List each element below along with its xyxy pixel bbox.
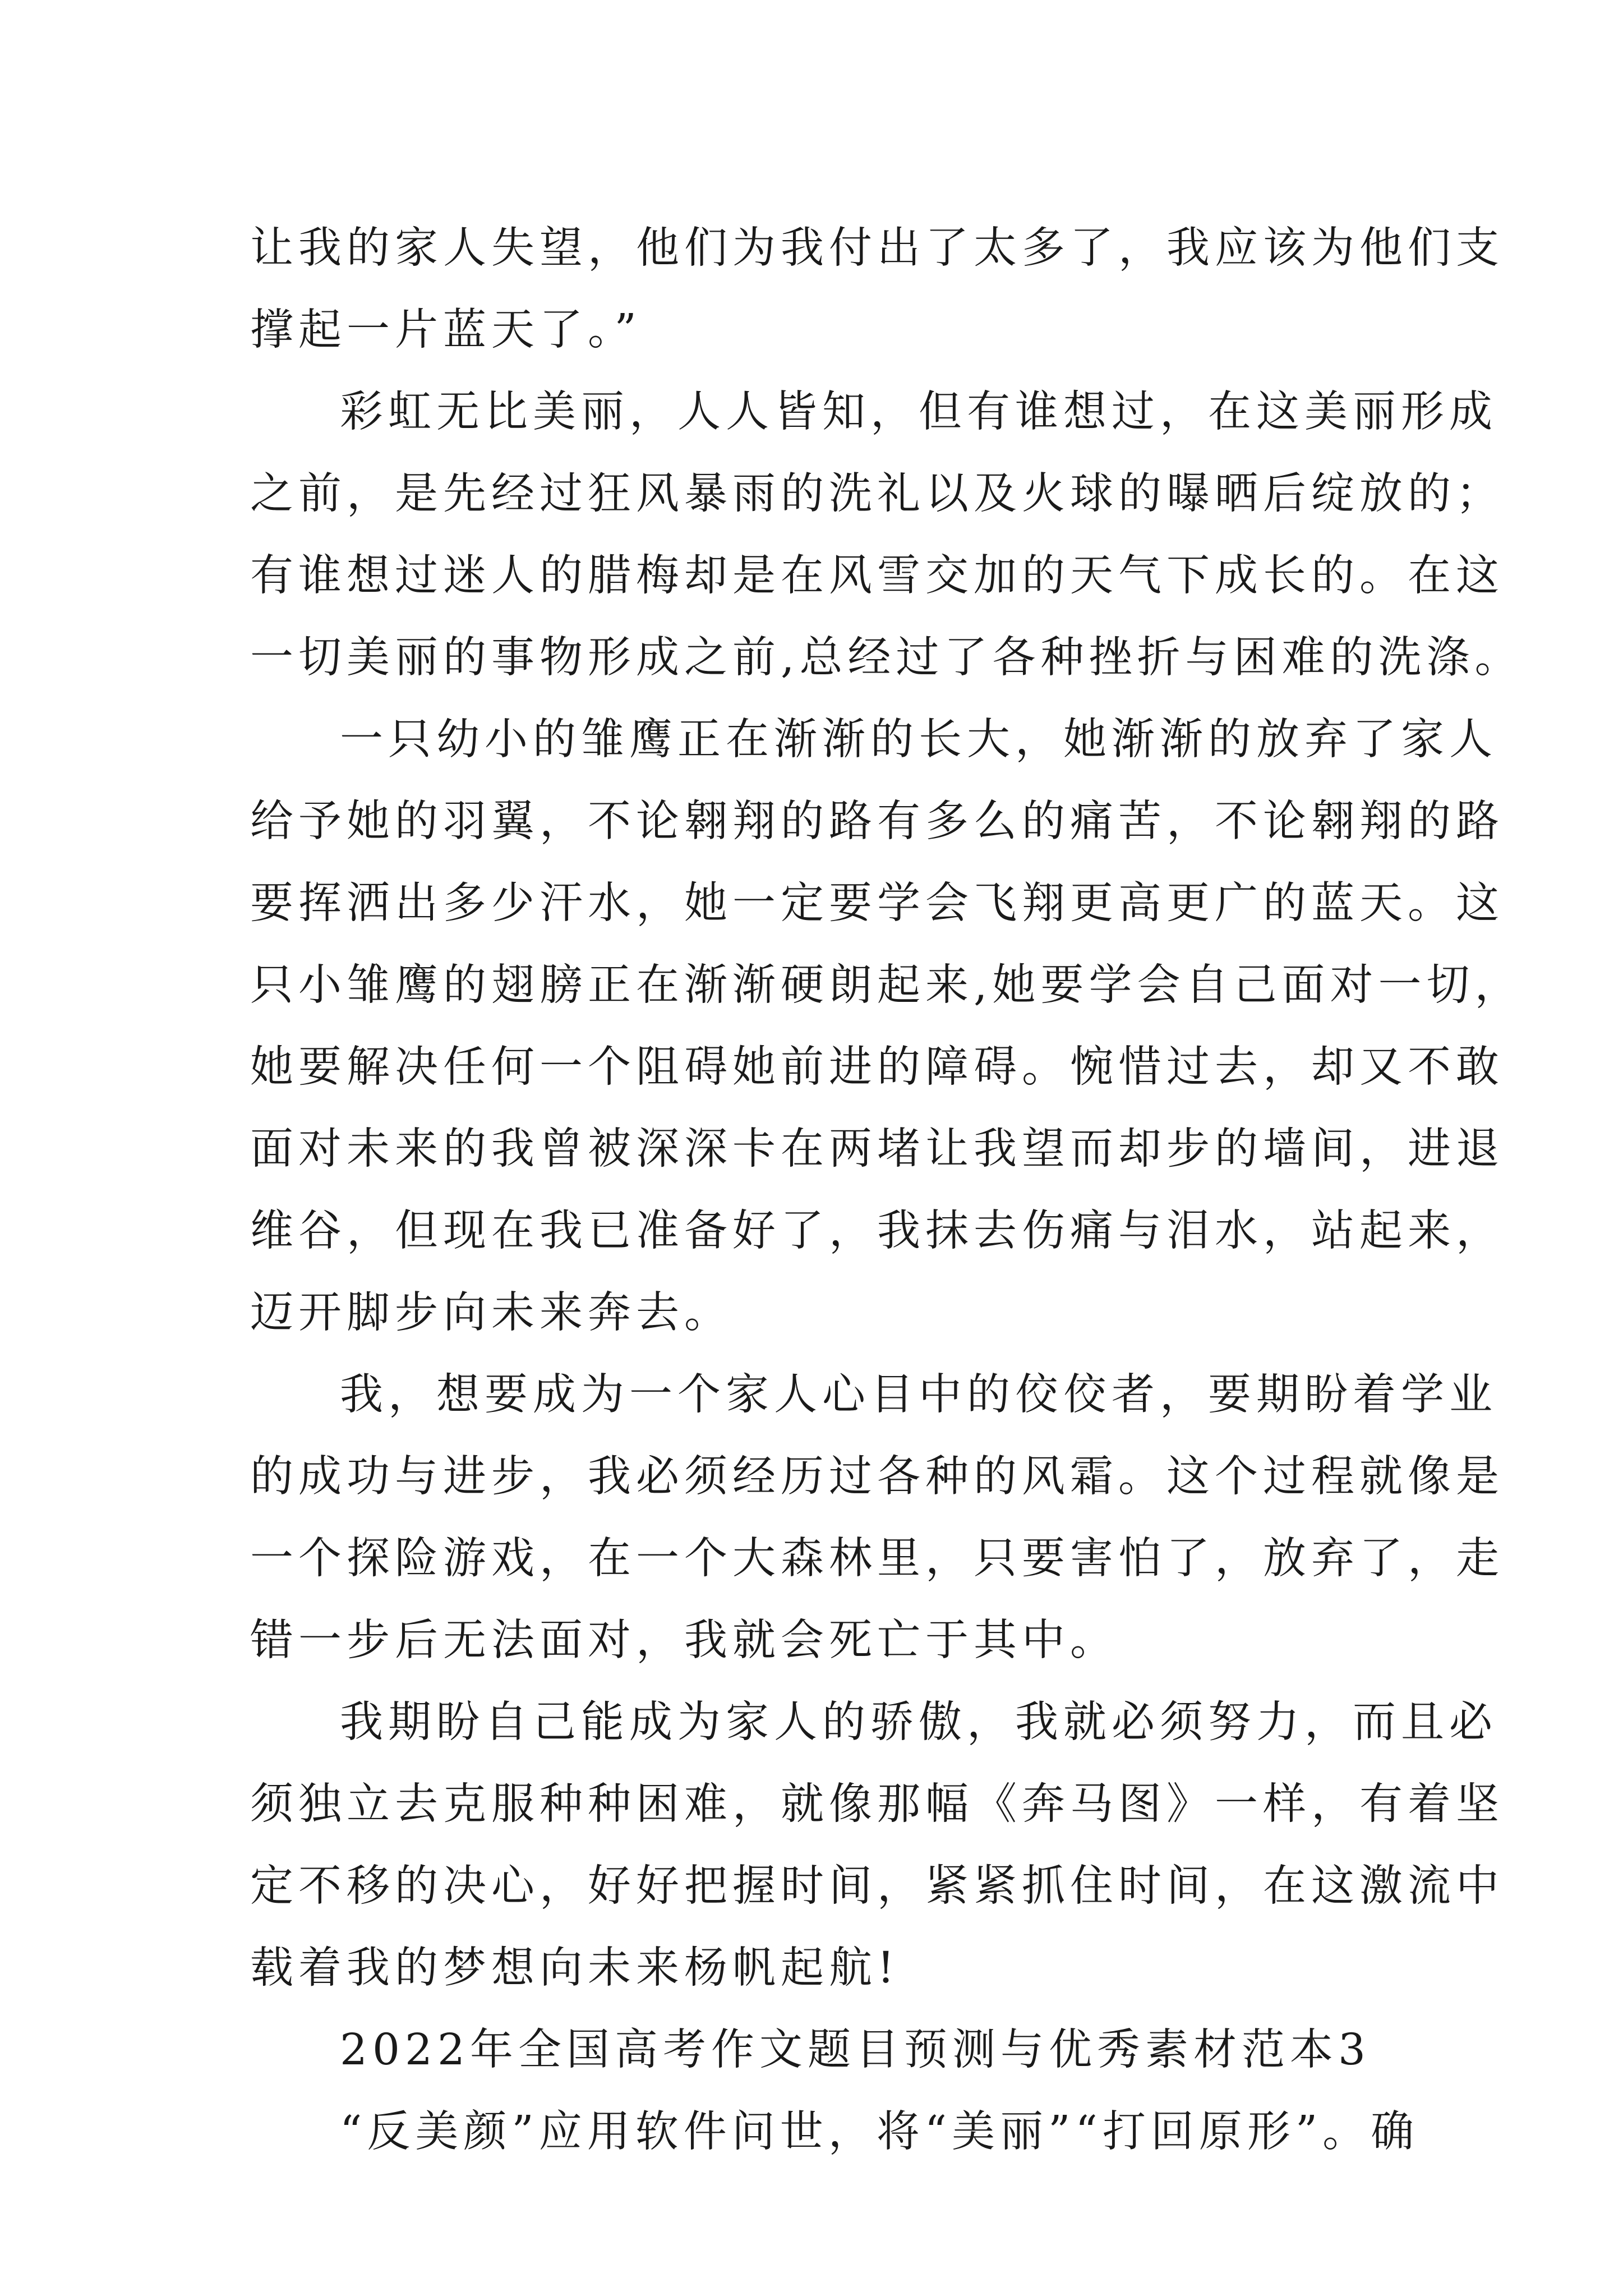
text-line-13: 维谷，但现在我已准备好了，我抹去伤痛与泪水，站起来， [250,1206,1504,1256]
text-line-18: 错一步后无法面对，我就会死亡于其中。 [250,1616,1118,1665]
section-heading: 2022年全国高考作文题目预测与优秀素材范本3 [340,2025,1371,2075]
text-line-9: 要挥洒出多少汗水，她一定要学会飞翔更高更广的蓝天。这 [250,878,1504,928]
text-line-17: 一个探险游戏，在一个大森林里，只要害怕了，放弃了，走 [250,1534,1504,1584]
text-line-1: 让我的家人失望，他们为我付出了太多了，我应该为他们支 [250,223,1504,273]
paragraph-start-line: 一只幼小的雏鹰正在渐渐的长大，她渐渐的放弃了家人 [340,715,1497,765]
text-line-4: 之前，是先经过狂风暴雨的洗礼以及火球的曝晒后绽放的； [250,469,1504,519]
text-line-22: 载着我的梦想向未来杨帆起航! [250,1943,900,1993]
text-line-2: 撑起一片蓝天了。” [250,305,642,355]
text-line-16: 的成功与进步，我必须经历过各种的风霜。这个过程就像是 [250,1452,1504,1502]
paragraph-start-line: 我期盼自己能成为家人的骄傲，我就必须努力，而且必 [340,1697,1497,1747]
paragraph-start-line: 我，想要成为一个家人心目中的佼佼者，要期盼着学业 [340,1370,1497,1420]
text-line-21: 定不移的决心，好好把握时间，紧紧抓住时间，在这激流中 [250,1861,1504,1911]
text-line-8: 给予她的羽翼，不论翱翔的路有多么的痛苦，不论翱翔的路 [250,797,1504,846]
document-body [250,208,1523,2173]
text-line-5: 有谁想过迷人的腊梅却是在风雪交加的天气下成长的。在这 [250,551,1504,601]
paragraph-start-line: 彩虹无比美丽，人人皆知，但有谁想过，在这美丽形成 [340,387,1497,437]
text-line-10: 只小雏鹰的翅膀正在渐渐硬朗起来,她要学会自己面对一切， [250,960,1523,1010]
text-line-11: 她要解决任何一个阻碍她前进的障碍。惋惜过去，却又不敢 [250,1042,1504,1092]
text-line-20: 须独立去克服种种困难，就像那幅《奔马图》一样，有着坚 [250,1779,1504,1829]
text-line-6: 一切美丽的事物形成之前,总经过了各种挫折与困难的洗涤。 [250,633,1523,683]
text-line-14: 迈开脚步向未来奔去。 [250,1288,732,1338]
paragraph-start-line: “反美颜”应用软件问世，将“美丽”“打回原形”。确 [340,2107,1419,2157]
text-line-12: 面对未来的我曾被深深卡在两堵让我望而却步的墙间，进退 [250,1124,1504,1174]
